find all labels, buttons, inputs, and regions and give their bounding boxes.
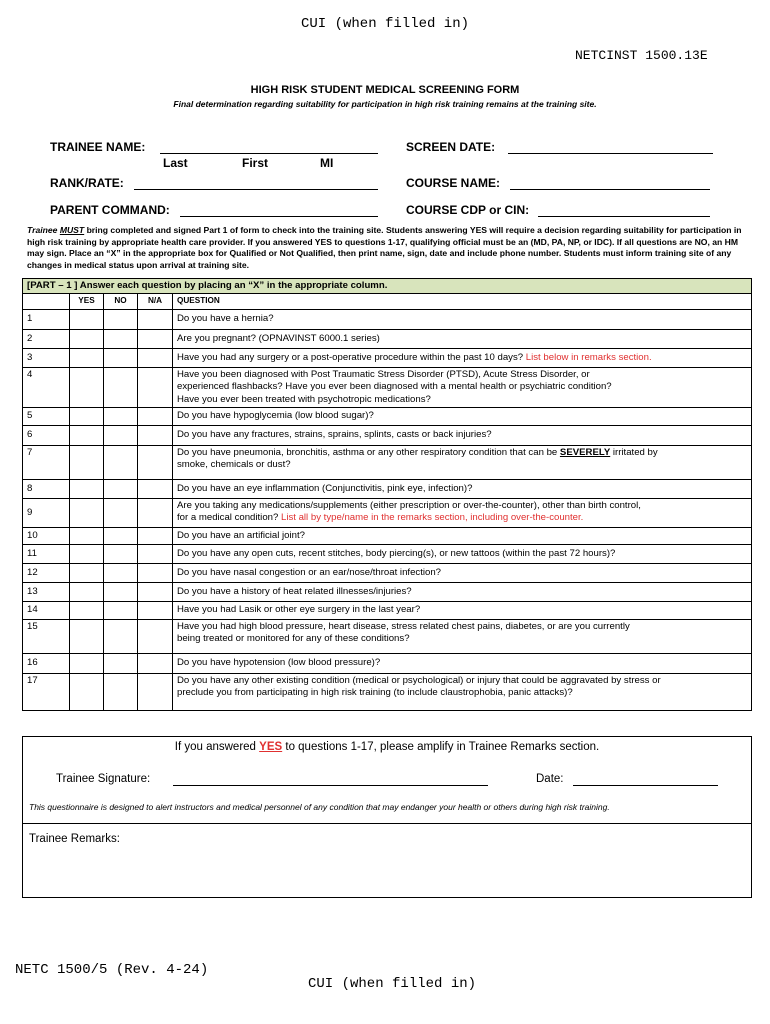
na-cell[interactable] <box>138 348 173 367</box>
course-name-label: COURSE NAME: <box>406 176 501 190</box>
yes-cell[interactable] <box>70 309 104 329</box>
mi-caption: MI <box>320 156 334 170</box>
na-cell[interactable] <box>138 583 173 602</box>
yes-cell[interactable] <box>70 329 104 348</box>
table-row: 5 Do you have hypoglycemia (low blood sugar)? <box>23 408 752 426</box>
na-cell[interactable] <box>138 446 173 480</box>
na-cell[interactable] <box>138 480 173 499</box>
trainee-name-field[interactable] <box>160 153 378 154</box>
form-revision: NETC 1500/5 (Rev. 4-24) <box>15 962 209 978</box>
table-row: 3 Have you had any surgery or a post-operative procedure within the past 10 days? List below in remarks section. <box>23 348 752 367</box>
parent-command-field[interactable] <box>180 216 378 217</box>
no-cell[interactable] <box>104 480 138 499</box>
no-cell[interactable] <box>104 564 138 583</box>
signature-remarks-box <box>22 736 752 898</box>
table-row: 12 Do you have nasal congestion or an ear/nose/throat infection? <box>23 564 752 583</box>
table-row: 13 Do you have a history of heat related illnesses/injuries? <box>23 583 752 602</box>
no-cell[interactable] <box>104 654 138 674</box>
table-row: 1 Do you have a hernia? <box>23 309 752 329</box>
yes-cell[interactable] <box>70 528 104 545</box>
table-row: 4 Have you been diagnosed with Post Traumatic Stress Disorder (PTSD), Acute Stress Disorder, or experienced flashbacks? Have you ever been diagnosed with a mental health or psychiatric condition? Have you ever been treated with psychotropic medications? <box>23 367 752 407</box>
question-text: Have you been diagnosed with Post Traumatic Stress Disorder (PTSD), Acute Stress Disorder, or experienced flashbacks? Have you ever been diagnosed with a mental health or psychiatric condition? Have you ever been treated with psychotropic medications? <box>173 367 752 407</box>
na-cell[interactable] <box>138 408 173 426</box>
no-cell[interactable] <box>104 348 138 367</box>
na-cell[interactable] <box>138 654 173 674</box>
question-text: Have you had Lasik or other eye surgery in the last year? <box>173 602 752 620</box>
question-text: Do you have hypotension (low blood pressure)? <box>173 654 752 674</box>
question-text: Do you have any other existing condition (medical or psychological) or injury that could be aggravated by stress or preclude you from participating in high risk training (to include claustrophobia, panic attacks)? <box>173 674 752 711</box>
yes-cell[interactable] <box>70 348 104 367</box>
screen-date-label: SCREEN DATE: <box>406 140 496 154</box>
questions-table <box>22 278 752 711</box>
date-field[interactable] <box>573 785 718 786</box>
course-name-field[interactable] <box>510 189 710 190</box>
no-cell[interactable] <box>104 446 138 480</box>
trainee-remarks-label: Trainee Remarks: <box>29 833 120 845</box>
no-cell[interactable] <box>104 499 138 528</box>
part-1-header: [PART – 1 ] Answer each question by placing an “X” in the appropriate column. <box>23 279 752 294</box>
question-text: Do you have an artificial joint? <box>173 528 752 545</box>
rank-rate-field[interactable] <box>134 189 378 190</box>
yes-cell[interactable] <box>70 674 104 711</box>
question-text: Do you have a history of heat related illnesses/injuries? <box>173 583 752 602</box>
yes-cell[interactable] <box>70 564 104 583</box>
question-text: Do you have any open cuts, recent stitches, body piercing(s), or new tattoos (within the past 72 hours)? <box>173 545 752 564</box>
no-cell[interactable] <box>104 545 138 564</box>
page-title: HIGH RISK STUDENT MEDICAL SCREENING FORM <box>250 84 520 96</box>
table-row: 15 Have you had high blood pressure, heart disease, stress related chest pains, diabetes, or are you currently being treated or monitored for any of these conditions? <box>23 620 752 654</box>
table-row: 2 Are you pregnant? (OPNAVINST 6000.1 series) <box>23 329 752 348</box>
yes-cell[interactable] <box>70 583 104 602</box>
question-text: Do you have an eye inflammation (Conjunctivitis, pink eye, infection)? <box>173 480 752 499</box>
table-row: 11 Do you have any open cuts, recent stitches, body piercing(s), or new tattoos (within the past 72 hours)? <box>23 545 752 564</box>
no-cell[interactable] <box>104 674 138 711</box>
last-name-caption: Last <box>163 156 188 170</box>
disclaimer-text: This questionnaire is designed to alert instructors and medical personnel of any condition that may endanger your health or others during high risk training. <box>29 802 610 812</box>
yes-cell[interactable] <box>70 446 104 480</box>
question-text: Do you have nasal congestion or an ear/nose/throat infection? <box>173 564 752 583</box>
yes-cell[interactable] <box>70 408 104 426</box>
cui-top-marking: CUI (when filled in) <box>300 16 470 32</box>
yes-cell[interactable] <box>70 620 104 654</box>
na-cell[interactable] <box>138 620 173 654</box>
table-row: 9 Are you taking any medications/supplements (either prescription or over-the-counter), other than birth control, for a medical condition? List all by type/name in the remarks section, including over-the-counter. <box>23 499 752 528</box>
cui-bottom-marking: CUI (when filled in) <box>308 976 477 992</box>
na-cell[interactable] <box>138 602 173 620</box>
na-cell[interactable] <box>138 329 173 348</box>
rank-rate-label: RANK/RATE: <box>50 176 124 190</box>
course-cdp-field[interactable] <box>538 216 710 217</box>
question-text: Do you have a hernia? <box>173 309 752 329</box>
box-divider <box>23 823 751 824</box>
yes-cell[interactable] <box>70 499 104 528</box>
trainee-signature-field[interactable] <box>173 785 488 786</box>
na-cell[interactable] <box>138 528 173 545</box>
question-text: Have you had any surgery or a post-operative procedure within the past 10 days? List below in remarks section. <box>173 348 752 367</box>
question-text: Are you pregnant? (OPNAVINST 6000.1 series) <box>173 329 752 348</box>
na-column-header: N/A <box>138 294 173 309</box>
na-cell[interactable] <box>138 309 173 329</box>
parent-command-label: PARENT COMMAND: <box>50 203 170 217</box>
yes-cell[interactable] <box>70 367 104 407</box>
table-row: 17 Do you have any other existing condition (medical or psychological) or injury that could be aggravated by stress or preclude you from participating in high risk training (to include claustrophobia, panic attacks)? <box>23 674 752 711</box>
table-row: 7 Do you have pneumonia, bronchitis, asthma or any other respiratory condition that can be SEVERELY irritated by smoke, chemicals or dust? <box>23 446 752 480</box>
amplify-instruction: If you answered YES to questions 1-17, please amplify in Trainee Remarks section. <box>174 741 600 753</box>
na-cell[interactable] <box>138 545 173 564</box>
yes-cell[interactable] <box>70 480 104 499</box>
question-text: Are you taking any medications/supplements (either prescription or over-the-counter), other than birth control, for a medical condition? List all by type/name in the remarks section, including over-the-counter. <box>173 499 752 528</box>
screen-date-field[interactable] <box>508 153 713 154</box>
no-cell[interactable] <box>104 620 138 654</box>
date-label: Date: <box>536 773 564 785</box>
question-text: Do you have any fractures, strains, sprains, splints, casts or back injuries? <box>173 426 752 446</box>
form-number: NETCINST 1500.13E <box>575 48 708 63</box>
table-row: 6 Do you have any fractures, strains, sprains, splints, casts or back injuries? <box>23 426 752 446</box>
table-row: 8 Do you have an eye inflammation (Conjunctivitis, pink eye, infection)? <box>23 480 752 499</box>
yes-cell[interactable] <box>70 602 104 620</box>
question-column-header: QUESTION <box>173 294 752 309</box>
no-cell[interactable] <box>104 408 138 426</box>
page-subtitle: Final determination regarding suitability for participation in high risk training remains at the training site. <box>173 99 597 109</box>
na-cell[interactable] <box>138 367 173 407</box>
no-cell[interactable] <box>104 528 138 545</box>
question-text: Do you have hypoglycemia (low blood sugar)? <box>173 408 752 426</box>
yes-cell[interactable] <box>70 426 104 446</box>
na-cell[interactable] <box>138 674 173 711</box>
question-text: Have you had high blood pressure, heart disease, stress related chest pains, diabetes, or are you currently being treated or monitored for any of these conditions? <box>173 620 752 654</box>
course-cdp-label: COURSE CDP or CIN: <box>406 203 530 217</box>
no-column-header: NO <box>104 294 138 309</box>
num-column-header <box>23 294 70 309</box>
no-cell[interactable] <box>104 583 138 602</box>
table-row: 14 Have you had Lasik or other eye surgery in the last year? <box>23 602 752 620</box>
na-cell[interactable] <box>138 426 173 446</box>
no-cell[interactable] <box>104 602 138 620</box>
na-cell[interactable] <box>138 564 173 583</box>
table-row: 16 Do you have hypotension (low blood pressure)? <box>23 654 752 674</box>
instructions-text: Trainee MUST bring completed and signed Part 1 of form to check into the training site. Students answering YES will require a decision regarding suitability for participation in high risk training by appropriate health care provider. If you answered YES to questions 1-17, qualifying official must be an (MD, PA, NP, or IDC). If all questions are NO, an HM may sign. Place an “X” in the appropriate box for Qualified or Not Qualified, then print name, sign, date and include phone number. Students must inform training site of any changes in medical status upon arrival at training site. <box>27 225 742 270</box>
yes-column-header: YES <box>70 294 104 309</box>
trainee-name-label: TRAINEE NAME: <box>50 140 146 154</box>
first-name-caption: First <box>242 156 269 170</box>
na-cell[interactable] <box>138 499 173 528</box>
table-row: 10 Do you have an artificial joint? <box>23 528 752 545</box>
no-cell[interactable] <box>104 329 138 348</box>
yes-cell[interactable] <box>70 654 104 674</box>
question-text: Do you have pneumonia, bronchitis, asthma or any other respiratory condition that can be SEVERELY irritated by smoke, chemicals or dust? <box>173 446 752 480</box>
yes-cell[interactable] <box>70 545 104 564</box>
no-cell[interactable] <box>104 367 138 407</box>
no-cell[interactable] <box>104 426 138 446</box>
trainee-signature-label: Trainee Signature: <box>56 773 151 785</box>
no-cell[interactable] <box>104 309 138 329</box>
